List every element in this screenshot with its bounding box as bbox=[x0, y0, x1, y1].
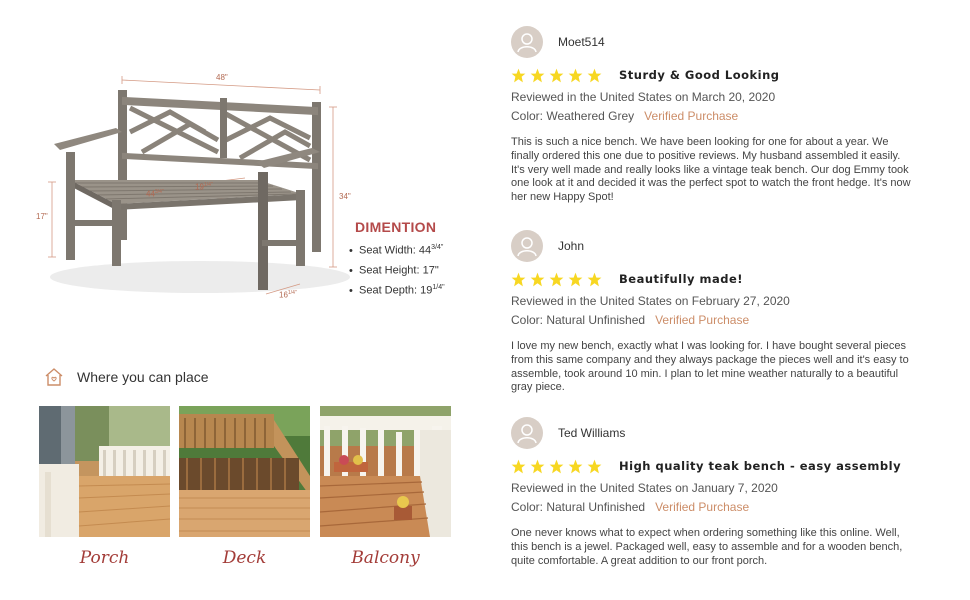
star-icon bbox=[511, 272, 526, 287]
star-rating bbox=[511, 459, 606, 474]
star-icon bbox=[587, 272, 602, 287]
height-dimension-label: 34" bbox=[339, 192, 351, 201]
review-card bbox=[511, 230, 921, 395]
dimension-item-seat-width: • Seat Width: $44^{3/4"}$ bbox=[349, 244, 444, 257]
verified-purchase-badge: Verified Purchase bbox=[655, 500, 750, 514]
review-date: Reviewed in the United States on January 7, 2020 bbox=[511, 481, 778, 495]
dimension-title: DIMENTION bbox=[355, 219, 437, 235]
deck-caption: Deck bbox=[222, 548, 267, 568]
review-date: Reviewed in the United States on February 27, 2020 bbox=[511, 294, 790, 308]
star-icon bbox=[568, 459, 583, 474]
star-icon bbox=[549, 68, 564, 83]
review-body: This is such a nice bench. We have been looking for one for about a year. We finally ordered this one due to positive reviews. My husband assembled it easily. It's very well made and really looks like a vintage teak bench. Our dog Emmy took one look at it and decided it was the perfect spot to watch the front hedge. It's now her new Happy Spot! bbox=[511, 136, 911, 204]
star-icon bbox=[568, 272, 583, 287]
review-color: Color: Natural Unfinished bbox=[511, 500, 646, 514]
review-title[interactable]: Sturdy & Good Looking bbox=[619, 68, 780, 82]
dimension-item-seat-height: • Seat Height: 17" bbox=[349, 264, 439, 277]
seat-depth-dimension-label: $19^{1/4"}$ bbox=[195, 182, 213, 192]
review-body: I love my new bench, exactly what I was looking for. I have bought several pieces from this same company and they always package the pieces well and it's easy to assemble, took around 10 min. I plan to let mine weather naturally to a beautiful gray piece. bbox=[511, 340, 909, 394]
avatar bbox=[511, 417, 543, 449]
review-title[interactable]: Beautifully made! bbox=[619, 272, 744, 286]
porch-caption: Porch bbox=[79, 548, 130, 568]
seat-height-dimension-label: 17" bbox=[36, 212, 48, 221]
star-icon bbox=[587, 68, 602, 83]
seat-width-dimension-label: $44^{3/4"}$ bbox=[146, 189, 164, 199]
house-icon bbox=[44, 367, 64, 387]
dimension-item-seat-depth: • Seat Depth: $19^{1/4"}$ bbox=[349, 284, 445, 297]
review-variant bbox=[511, 498, 921, 517]
place-heading-text: Where you can place bbox=[77, 369, 209, 385]
review-color: Color: Natural Unfinished bbox=[511, 313, 646, 327]
dimension-list bbox=[349, 241, 445, 301]
verified-purchase-badge: Verified Purchase bbox=[655, 313, 750, 327]
place-heading bbox=[44, 366, 209, 388]
user-icon bbox=[511, 230, 543, 262]
porch-photo bbox=[39, 406, 170, 537]
verified-purchase-badge: Verified Purchase bbox=[644, 109, 739, 123]
star-icon bbox=[511, 459, 526, 474]
review-title[interactable]: High quality teak bench - easy assembly bbox=[619, 459, 902, 473]
review-card bbox=[511, 26, 921, 205]
star-icon bbox=[511, 68, 526, 83]
star-icon bbox=[587, 459, 602, 474]
user-icon bbox=[511, 417, 543, 449]
balcony-caption: Balcony bbox=[351, 548, 420, 568]
review-body: One never knows what to expect when ordering something like this online. Well, this bench is a jewel. Packaged well, easy to assemble and for a wooden bench, quite comfortable. A great addition to our front porch. bbox=[511, 527, 903, 567]
star-icon bbox=[530, 68, 545, 83]
star-icon bbox=[549, 272, 564, 287]
avatar bbox=[511, 26, 543, 58]
review-variant bbox=[511, 107, 921, 126]
star-rating bbox=[511, 68, 606, 83]
depth-dimension-label: $16^{1/4"}$ bbox=[279, 290, 297, 300]
user-icon bbox=[511, 26, 543, 58]
review-username[interactable]: Moet514 bbox=[558, 35, 605, 49]
avatar bbox=[511, 230, 543, 262]
balcony-photo bbox=[320, 406, 451, 537]
review-card bbox=[511, 417, 921, 568]
star-icon bbox=[530, 272, 545, 287]
star-icon bbox=[530, 459, 545, 474]
star-rating bbox=[511, 272, 606, 287]
deck-photo bbox=[179, 406, 310, 537]
review-color: Color: Weathered Grey bbox=[511, 109, 635, 123]
review-variant bbox=[511, 311, 921, 330]
review-username[interactable]: John bbox=[558, 239, 585, 253]
review-username[interactable]: Ted Williams bbox=[558, 426, 626, 440]
star-icon bbox=[549, 459, 564, 474]
width-dimension-label: 48" bbox=[216, 73, 228, 82]
review-date: Reviewed in the United States on March 20, 2020 bbox=[511, 90, 776, 104]
star-icon bbox=[568, 68, 583, 83]
